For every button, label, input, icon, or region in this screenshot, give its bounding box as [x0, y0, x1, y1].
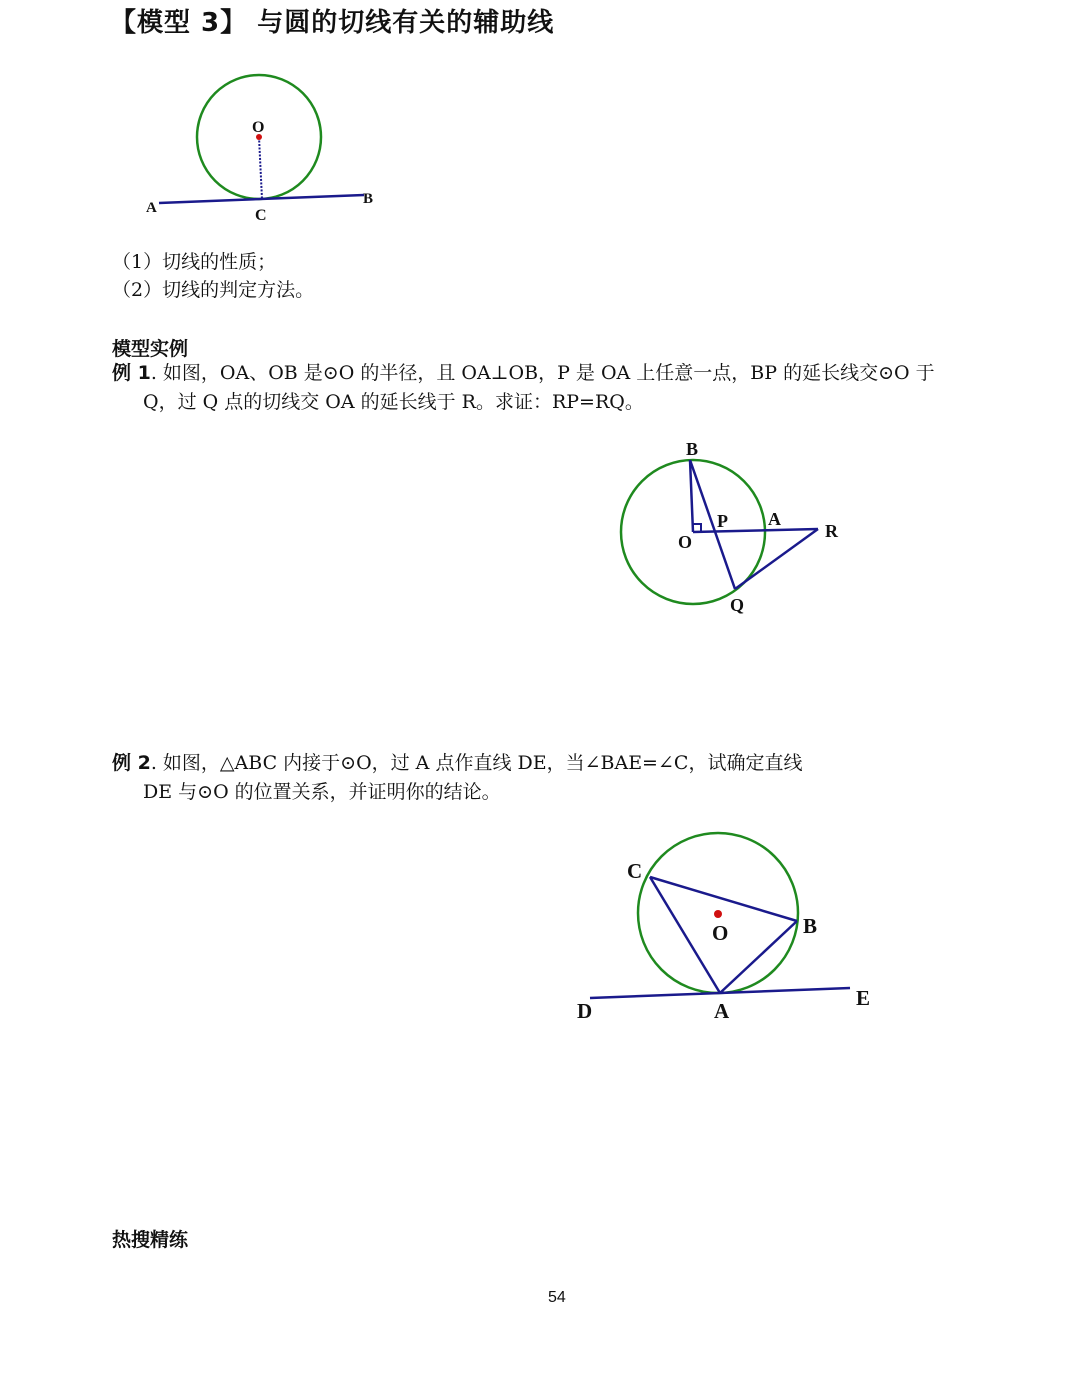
- example-2-label: 例 2: [112, 752, 151, 774]
- page-title: 【模型 3】 与圆的切线有关的辅助线: [110, 8, 555, 38]
- intro-item-2: （2）切线的判定方法。: [112, 279, 315, 301]
- label-Q: Q: [730, 595, 745, 615]
- segment-oar: [693, 529, 818, 532]
- label-C: C: [255, 207, 267, 224]
- label-E: E: [856, 986, 871, 1010]
- section-heading: 模型实例: [112, 338, 189, 360]
- label-P: P: [717, 511, 728, 531]
- label-O: O: [712, 921, 729, 945]
- center-dot: [714, 910, 722, 918]
- label-B: B: [686, 439, 699, 459]
- intro-item-1: （1）切线的性质；: [112, 251, 277, 273]
- tangent-line-ab: [159, 195, 364, 203]
- label-O: O: [678, 532, 693, 552]
- label-O: O: [252, 119, 265, 136]
- segment-rq: [735, 529, 818, 589]
- label-C: C: [627, 859, 643, 883]
- label-B: B: [803, 914, 818, 938]
- example-2-line-2: DE 与⊙O 的位置关系，并证明你的结论。: [143, 781, 501, 803]
- example-1-label: 例 1: [112, 362, 151, 384]
- figure-example-2: [570, 825, 890, 1035]
- example-1-text-1: . 如图，OA、OB 是⊙O 的半径，且 OA⊥OB，P 是 OA 上任意一点，BP 的延长线交⊙O 于: [150, 362, 935, 384]
- example-2-text-1: . 如图，△ABC 内接于⊙O，过 A 点作直线 DE，当∠BAE=∠C，试确定直线: [150, 752, 803, 774]
- label-A: A: [768, 509, 781, 529]
- example-2-line-1: [112, 749, 802, 777]
- footer-heading: 热搜精练: [112, 1229, 189, 1251]
- label-B: B: [363, 191, 374, 207]
- label-D: D: [577, 999, 593, 1023]
- figure-example-1: [610, 430, 850, 620]
- example-1-line-2: Q，过 Q 点的切线交 OA 的延长线于 R。求证：RP=RQ。: [143, 391, 644, 413]
- figure-tangent-basic: [130, 60, 390, 230]
- example-1-line-1: [112, 359, 935, 387]
- radius-oc: [259, 137, 262, 199]
- label-A: A: [146, 200, 157, 216]
- label-R: R: [825, 521, 838, 541]
- page-number: 54: [548, 1289, 566, 1306]
- label-A: A: [714, 999, 730, 1023]
